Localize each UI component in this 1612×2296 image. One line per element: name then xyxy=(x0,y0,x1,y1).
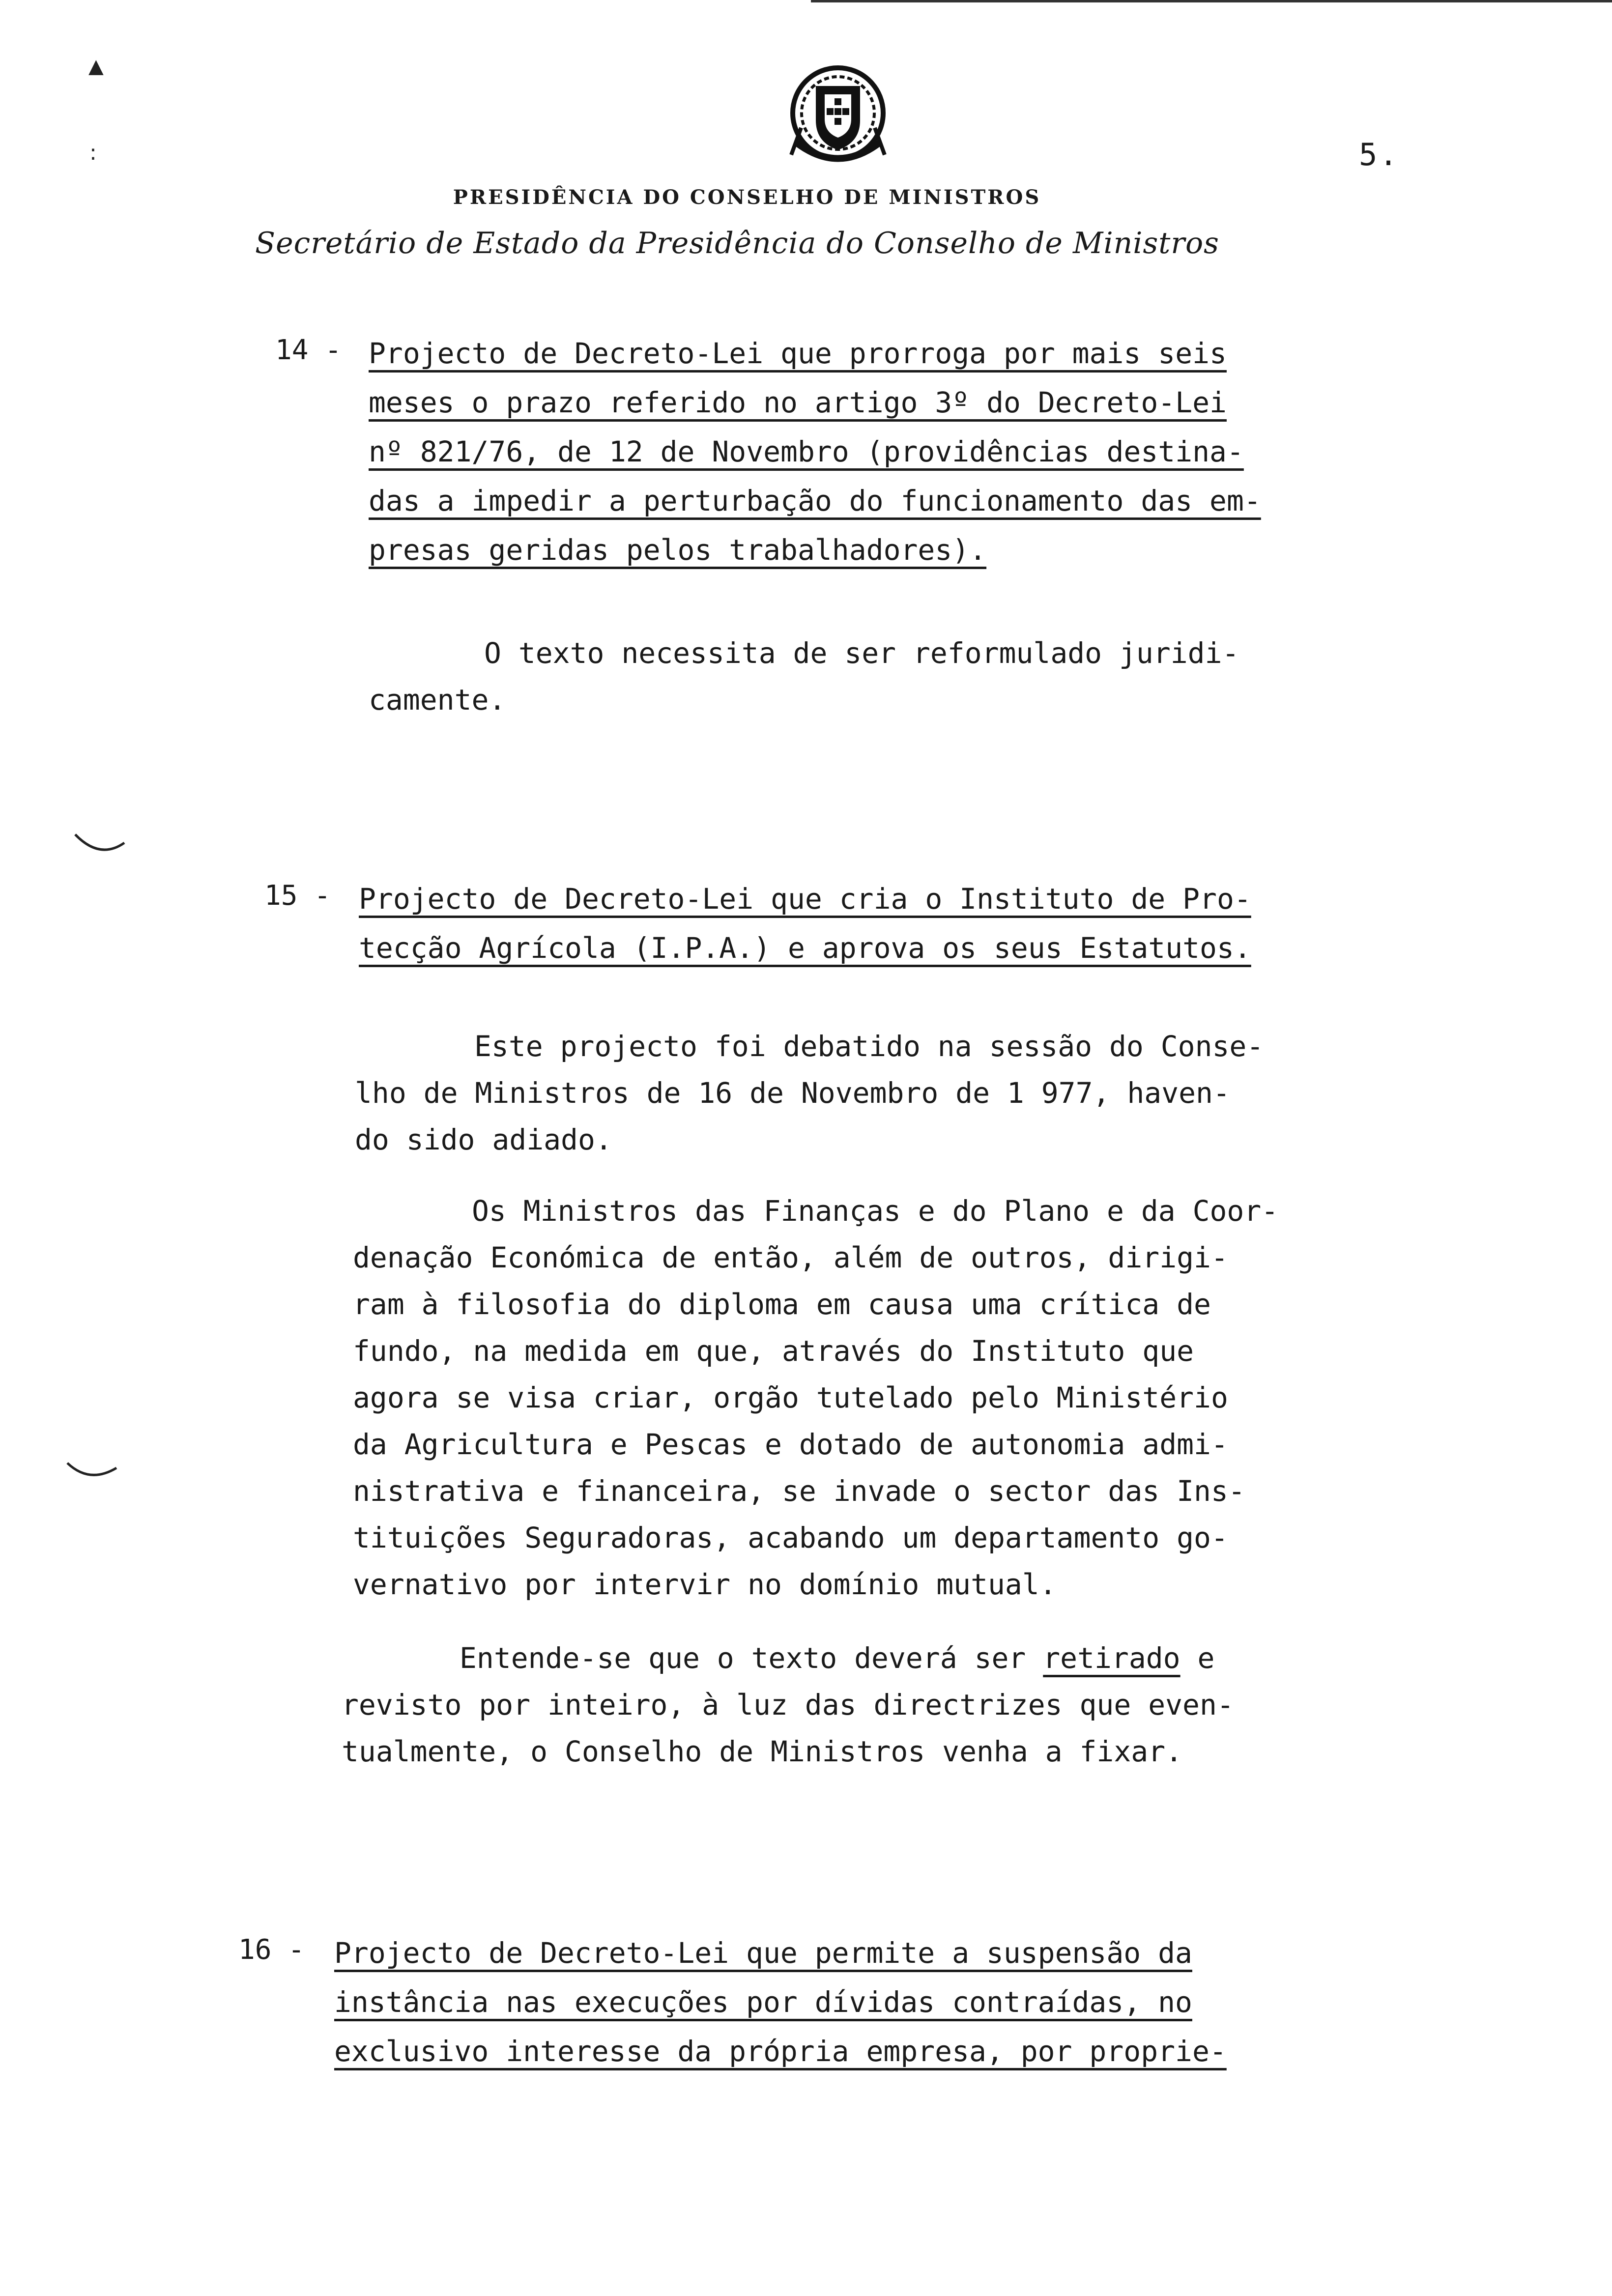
item-number: 15 - xyxy=(264,880,331,912)
item-heading-line: das a impedir a perturbação do funcionamento das em- xyxy=(369,484,1261,517)
paragraph-line: agora se visa criar, orgão tutelado pelo Ministério xyxy=(353,1381,1228,1414)
paragraph-line: camente. xyxy=(369,683,506,717)
item-heading-line: instância nas execuções por dívidas contraídas, no xyxy=(334,1985,1192,2019)
paragraph-line: tualmente, o Conselho de Ministros venha a fixar. xyxy=(342,1735,1183,1768)
paragraph-line: vernativo por intervir no domínio mutual. xyxy=(353,1568,1057,1601)
top-border-line xyxy=(811,0,1612,2)
paragraph-line: da Agricultura e Pescas e dotado de autonomia admi- xyxy=(353,1428,1228,1461)
closing-text: Entende-se que o texto deverá ser xyxy=(460,1641,1043,1675)
item-number: 14 - xyxy=(275,334,342,366)
item-heading-line: Projecto de Decreto-Lei que permite a suspensão da xyxy=(334,1936,1192,1970)
closing-text: e xyxy=(1180,1641,1215,1675)
emphasis-retirado: retirado xyxy=(1043,1641,1180,1675)
item-heading-line: tecção Agrícola (I.P.A.) e aprova os seus Estatutos. xyxy=(359,931,1251,965)
item-heading-line: meses o prazo referido no artigo 3º do Decreto-Lei xyxy=(369,386,1227,419)
paragraph-line: fundo, na medida em que, através do Instituto que xyxy=(353,1334,1194,1368)
paragraph-line xyxy=(460,1641,1215,1675)
item-heading-line: Projecto de Decreto-Lei que cria o Instituto de Pro- xyxy=(359,882,1251,916)
paragraph-line: do sido adiado. xyxy=(355,1123,612,1156)
page-number: 5. xyxy=(1359,137,1400,172)
paragraph-line: ram à filosofia do diploma em causa uma crítica de xyxy=(353,1288,1211,1321)
paragraph-line: denação Económica de então, além de outros, dirigi- xyxy=(353,1241,1228,1274)
coat-of-arms-emblem xyxy=(781,59,894,177)
margin-mark xyxy=(73,831,127,855)
paragraph-line: tituições Seguradoras, acabando um departamento go- xyxy=(353,1521,1228,1554)
item-heading-line: Projecto de Decreto-Lei que prorroga por mais seis xyxy=(369,337,1227,370)
margin-mark: : xyxy=(89,140,97,165)
item-heading-line: exclusivo interesse da própria empresa, por proprie- xyxy=(334,2035,1227,2068)
margin-mark: ▲ xyxy=(88,55,104,78)
institution-subheader: Secretário de Estado da Presidência do Conselho de Ministros xyxy=(255,226,1219,260)
paragraph-line: Os Ministros das Finanças e do Plano e da Coor- xyxy=(472,1194,1279,1228)
item-heading-line: nº 821/76, de 12 de Novembro (providências destina- xyxy=(369,435,1244,468)
margin-mark xyxy=(65,1457,119,1482)
paragraph-line: revisto por inteiro, à luz das directrizes que even- xyxy=(342,1688,1234,1722)
institution-header: PRESIDÊNCIA DO CONSELHO DE MINISTROS xyxy=(453,186,1041,209)
paragraph-line: nistrativa e financeira, se invade o sector das Ins- xyxy=(353,1474,1245,1508)
item-number: 16 - xyxy=(238,1934,305,1966)
paragraph-line: Este projecto foi debatido na sessão do Conse- xyxy=(474,1030,1264,1063)
paragraph-line: lho de Ministros de 16 de Novembro de 1 977, haven- xyxy=(355,1076,1230,1110)
paragraph-line: O texto necessita de ser reformulado juridi- xyxy=(484,636,1239,670)
item-heading-line: presas geridas pelos trabalhadores). xyxy=(369,533,987,567)
